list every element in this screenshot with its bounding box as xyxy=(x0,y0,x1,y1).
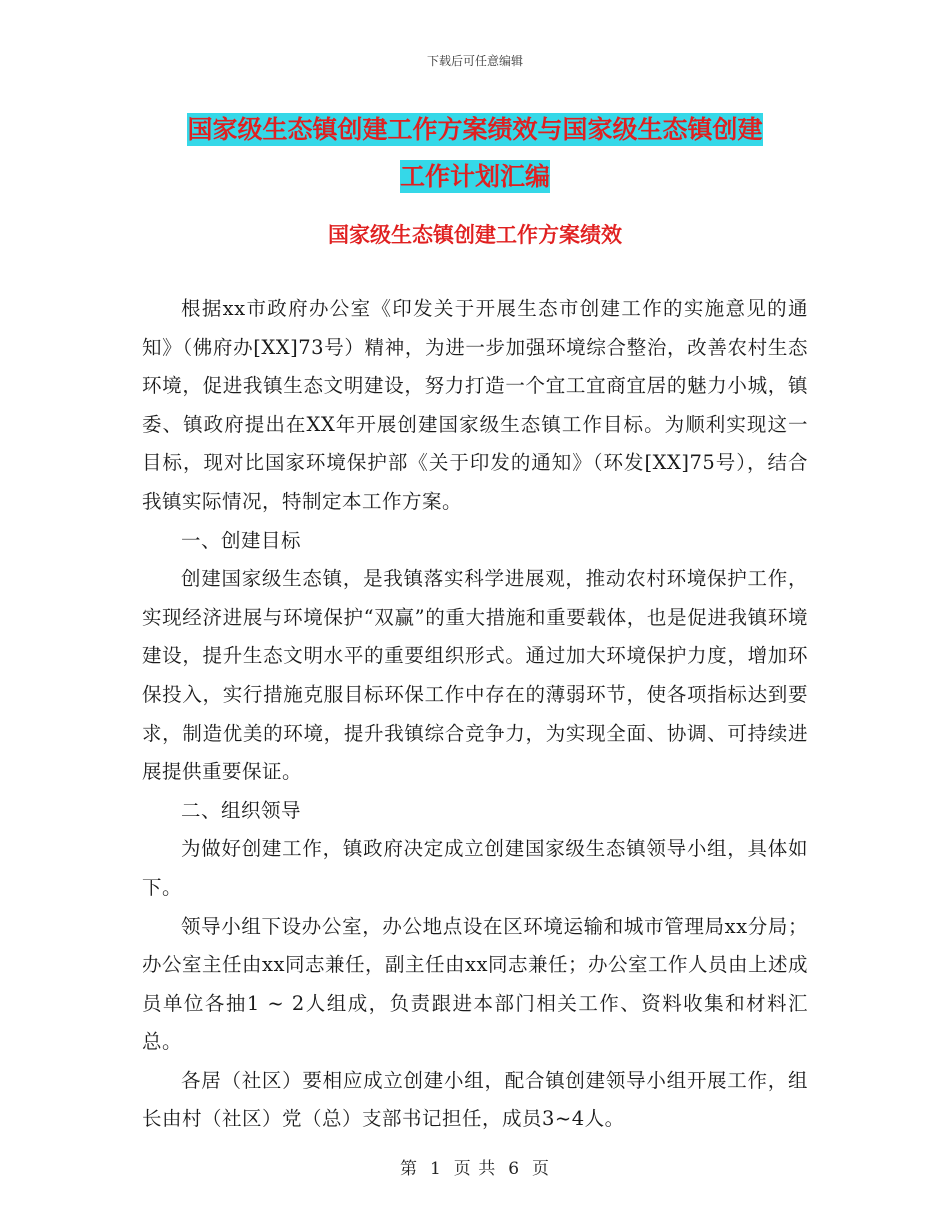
paragraph-goal: 创建国家级生态镇，是我镇落实科学进展观，推动农村环境保护工作，实现经济进展与环境保护“双赢”的重大措施和重要载体，也是促进我镇环境建设，提升生态文明水平的重要组织形式。通过加大环境保护力度，增加环保投入，实行措施克服目标环保工作中存在的薄弱环节，使各项指标达到要求，制造优美的环境，提升我镇综合竞争力，为实现全面、协调、可持续进展提供重要保证。 xyxy=(142,567,808,784)
section-title: 国家级生态镇创建工作方案绩效 xyxy=(328,222,622,247)
document-title-line-2: 工作计划汇编 xyxy=(399,162,550,191)
paragraph-office: 领导小组下设办公室，办公地点设在区环境运输和城市管理局xx分局；办公室主任由xx同志兼任，副主任由xx同志兼任；办公室工作人员由上述成员单位各抽1 ~ 2人组成，负责跟进本部门相关工作、资料收集和材料汇总。 xyxy=(142,914,808,1054)
total-pages: 6 xyxy=(508,1159,521,1179)
page-number: 1 xyxy=(429,1159,442,1179)
footer-suffix: 页 xyxy=(532,1159,551,1179)
footer-prefix: 第 xyxy=(399,1159,418,1179)
page-footer xyxy=(0,1154,950,1179)
heading-leadership: 二、组织领导 xyxy=(181,798,302,822)
document-body xyxy=(142,290,808,1139)
paragraph-intro: 根据xx市政府办公室《印发关于开展生态市创建工作的实施意见的通知》（佛府办[XX]73号）精神，为进一步加强环境综合整治，改善农村生态环境，促进我镇生态文明建设，努力打造一个宜工宜商宜居的魅力小城，镇委、镇政府提出在XX年开展创建国家级生态镇工作目标。为顺利实现这一目标，现对比国家环境保护部《关于印发的通知》（环发[XX]75号），结合我镇实际情况，特制定本工作方案。 xyxy=(142,297,808,513)
document-title-line-1: 国家级生态镇创建工作方案绩效与国家级生态镇创建 xyxy=(187,115,763,144)
footer-middle: 页 共 xyxy=(453,1159,497,1179)
document-title xyxy=(140,106,810,200)
paragraph-leadership: 为做好创建工作，镇政府决定成立创建国家级生态镇领导小组，具体如下。 xyxy=(142,837,808,899)
heading-goal: 一、创建目标 xyxy=(181,528,302,552)
header-note: 下载后可任意编辑 xyxy=(426,54,523,68)
paragraph-community: 各居（社区）要相应成立创建小组，配合镇创建领导小组开展工作，组长由村（社区）党（总）支部书记担任，成员3~4人。 xyxy=(142,1068,808,1131)
